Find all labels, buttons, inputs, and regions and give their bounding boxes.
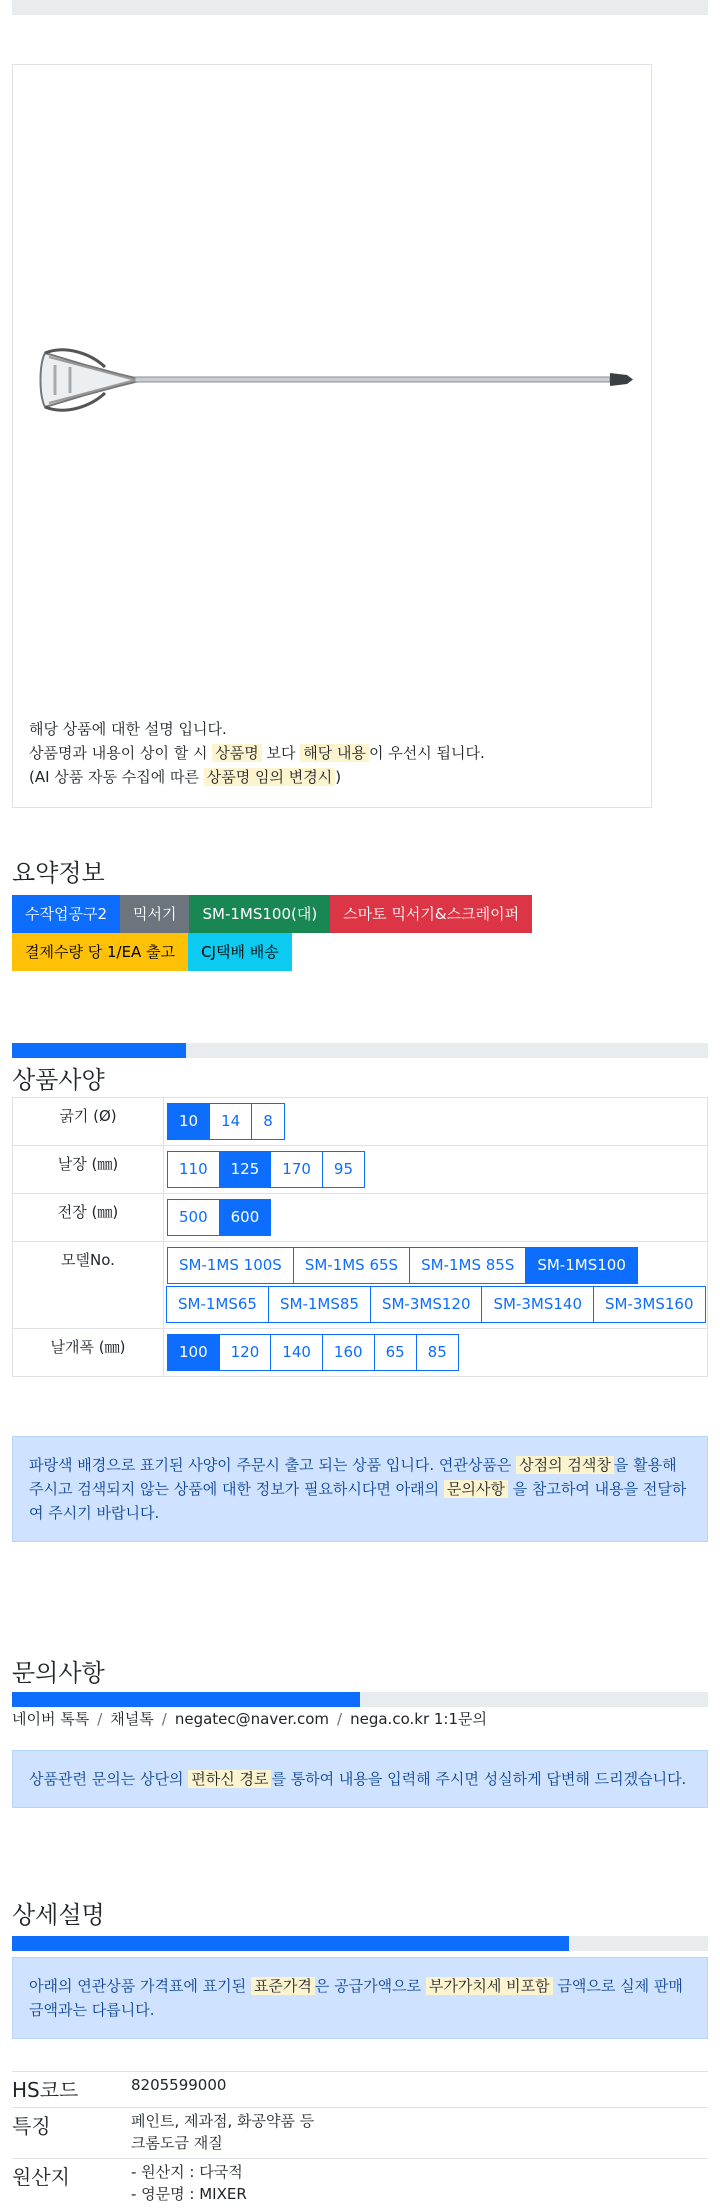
spec-option-button[interactable]: SM-3MS140 <box>481 1286 594 1323</box>
info-value-line: 크롬도금 재질 <box>131 2132 708 2154</box>
detail-notice <box>12 1957 708 2039</box>
info-row <box>12 2159 708 2209</box>
spec-option-button[interactable]: SM-1MS65 <box>166 1286 269 1323</box>
info-value <box>131 2108 708 2159</box>
spec-title: 상품사양 <box>12 1060 105 1095</box>
spec-option-button[interactable]: 125 <box>219 1151 272 1188</box>
notice-text: 파랑색 배경으로 표기된 사양이 주문시 출고 되는 상품 입니다. 연관상품은 <box>29 1456 516 1474</box>
spec-row <box>13 1098 708 1146</box>
spec-options <box>164 1194 708 1242</box>
info-key: 특징 <box>12 2108 131 2159</box>
spec-option-button[interactable]: SM-1MS 65S <box>293 1247 410 1284</box>
highlight: 문의사항 <box>444 1480 508 1498</box>
highlight: 편하신 경로 <box>188 1770 271 1788</box>
top-divider-bar <box>12 0 708 15</box>
desc-text: 상품명과 내용이 상이 할 시 <box>29 744 212 762</box>
info-value <box>131 2159 708 2209</box>
spec-option-button[interactable]: SM-1MS 85S <box>409 1247 526 1284</box>
detail-progress-bar <box>12 1936 708 1951</box>
spec-option-button[interactable]: 65 <box>374 1334 417 1371</box>
tag-quantity: 결제수량 당 1/EA 출고 <box>12 933 188 971</box>
notice-text: 아래의 연관상품 가격표에 표기된 <box>29 1977 251 1995</box>
spec-options <box>164 1146 708 1194</box>
spec-label: 모델No. <box>13 1242 164 1329</box>
notice-text: 금액으로 실제 판매금액과는 다릅니다. <box>29 1977 683 2019</box>
spec-option-button[interactable]: SM-1MS100 <box>525 1247 638 1284</box>
highlight: 부가가치세 비포함 <box>426 1977 553 1995</box>
tag-category[interactable]: 수작업공구2 <box>12 895 120 933</box>
spec-option-button[interactable]: SM-3MS160 <box>593 1286 706 1323</box>
desc-line-1: 해당 상품에 대한 설명 입니다. <box>29 717 485 741</box>
notice-text: 를 통하여 내용을 입력해 주시면 성실하게 답변해 드리겠습니다. <box>271 1770 686 1788</box>
detail-title: 상세설명 <box>12 1895 105 1930</box>
contact-channel-talk[interactable]: 채널톡 <box>110 1710 153 1728</box>
info-key: 원산지 <box>12 2159 131 2209</box>
info-value-line: 8205599000 <box>131 2074 708 2096</box>
summary-tags <box>12 895 708 971</box>
tag-subcategory[interactable]: 믹서기 <box>120 895 189 933</box>
spec-options <box>164 1098 708 1146</box>
desc-text: 보다 <box>262 744 301 762</box>
spec-progress-bar <box>12 1043 708 1058</box>
mixer-paddle-image <box>35 335 635 425</box>
option-group <box>167 1333 707 1372</box>
info-row <box>12 2072 708 2108</box>
tag-row-2 <box>12 933 708 971</box>
highlight: 해당 내용 <box>300 744 369 762</box>
spec-row <box>13 1329 708 1377</box>
spec-option-button[interactable]: 85 <box>416 1334 459 1371</box>
option-group <box>167 1102 707 1141</box>
spec-option-button[interactable]: 500 <box>167 1199 220 1236</box>
highlight: 표준가격 <box>251 1977 315 1995</box>
desc-line-3 <box>29 765 485 789</box>
contact-links <box>12 1708 487 1729</box>
notice-text: 상품관련 문의는 상단의 <box>29 1770 188 1788</box>
highlight: 상점의 검색창 <box>516 1456 614 1474</box>
spec-row <box>13 1146 708 1194</box>
tag-brand[interactable]: 스마토 믹서기&스크레이퍼 <box>330 895 532 933</box>
detail-progress-fill <box>12 1936 569 1951</box>
spec-option-button[interactable]: 95 <box>322 1151 365 1188</box>
spec-option-button[interactable]: 170 <box>270 1151 323 1188</box>
option-group <box>167 1198 707 1237</box>
option-group <box>167 1150 707 1189</box>
separator: / <box>97 1710 102 1728</box>
spec-label: 전장 (㎜) <box>13 1194 164 1242</box>
info-row <box>12 2108 708 2159</box>
spec-table <box>12 1097 708 1377</box>
contact-site-inquiry[interactable]: nega.co.kr 1:1문의 <box>350 1710 487 1728</box>
product-description <box>29 717 485 789</box>
tag-row-1 <box>12 895 708 933</box>
desc-text: 이 우선시 됩니다. <box>369 744 485 762</box>
desc-line-2 <box>29 741 485 765</box>
option-group <box>167 1246 707 1324</box>
summary-title: 요약정보 <box>12 853 105 888</box>
spec-row <box>13 1194 708 1242</box>
spec-option-button[interactable]: 10 <box>167 1103 210 1140</box>
inquiry-progress-bar <box>12 1692 708 1707</box>
highlight: 상품명 <box>212 744 261 762</box>
spec-option-button[interactable]: 120 <box>219 1334 272 1371</box>
spec-option-button[interactable]: 14 <box>209 1103 252 1140</box>
highlight: 상품명 임의 변경시 <box>204 768 335 786</box>
spec-option-button[interactable]: SM-3MS120 <box>370 1286 483 1323</box>
notice-text: 은 공급가액으로 <box>315 1977 426 1995</box>
spec-option-button[interactable]: SM-1MS 100S <box>167 1247 294 1284</box>
product-info-body <box>12 2072 708 2209</box>
spec-options <box>164 1329 708 1377</box>
info-value-line: 페인트, 제과점, 화공약품 등 <box>131 2110 708 2132</box>
notice-text: 을 참고하여 내용을 전달하여 주시기 바랍니다. <box>29 1480 686 1522</box>
spec-table-body <box>13 1098 708 1377</box>
spec-option-button[interactable]: SM-1MS85 <box>268 1286 371 1323</box>
spec-option-button[interactable]: 8 <box>251 1103 285 1140</box>
inquiry-progress-fill <box>12 1692 360 1707</box>
spec-option-button[interactable]: 100 <box>167 1334 220 1371</box>
info-key: HS코드 <box>12 2072 131 2108</box>
info-value-line: - 영문명 : MIXER <box>131 2183 708 2205</box>
inquiry-title: 문의사항 <box>12 1653 105 1688</box>
spec-row <box>13 1242 708 1329</box>
info-value <box>131 2072 708 2108</box>
inquiry-notice <box>12 1750 708 1808</box>
product-image-box <box>12 64 652 808</box>
tag-shipping: CJ택배 배송 <box>188 933 292 971</box>
spec-option-button[interactable]: 160 <box>322 1334 375 1371</box>
separator: / <box>337 1710 342 1728</box>
info-value-line: - 원산지 : 다국적 <box>131 2161 708 2183</box>
spec-notice <box>12 1436 708 1542</box>
contact-email[interactable]: negatec@naver.com <box>175 1710 329 1728</box>
separator: / <box>162 1710 167 1728</box>
spec-progress-fill <box>12 1043 186 1058</box>
spec-option-button[interactable]: 110 <box>167 1151 220 1188</box>
notice-text: 을 활용해 주시고 검색되지 않는 상품에 대한 정보가 필요하시다면 아래의 <box>29 1456 677 1498</box>
spec-label: 굵기 (Ø) <box>13 1098 164 1146</box>
spec-option-button[interactable]: 140 <box>270 1334 323 1371</box>
spec-options <box>164 1242 708 1329</box>
spec-label: 날장 (㎜) <box>13 1146 164 1194</box>
spec-label: 날개폭 (㎜) <box>13 1329 164 1377</box>
product-info-table <box>12 2071 708 2209</box>
tag-model[interactable]: SM-1MS100(대) <box>189 895 330 933</box>
spec-option-button[interactable]: 600 <box>219 1199 272 1236</box>
contact-naver-talk[interactable]: 네이버 톡톡 <box>12 1710 89 1728</box>
desc-text: (AI 상품 자동 수집에 따른 <box>29 768 204 786</box>
desc-text: ) <box>335 768 341 786</box>
